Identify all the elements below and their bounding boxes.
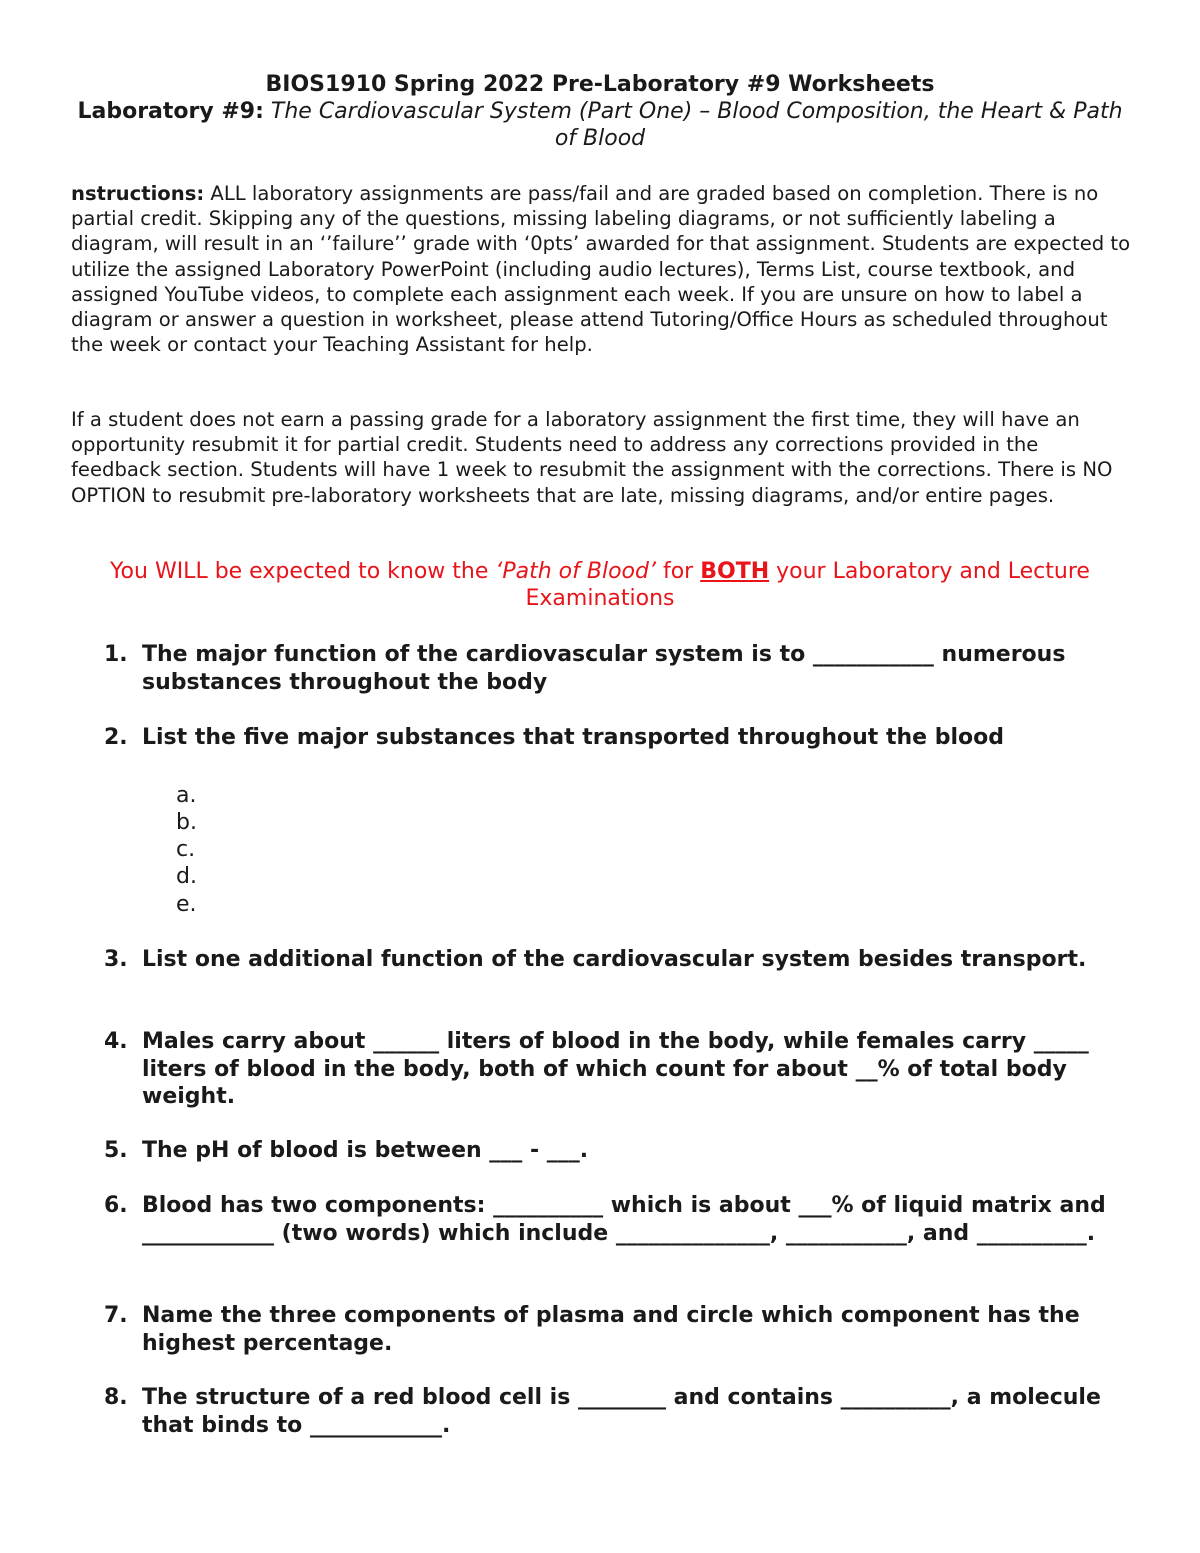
notice-part1: You WILL be expected to know the [110,559,496,584]
question-6 [104,1192,1144,1247]
question-text: Name the three components of plasma and circle which component has the highest percentage. [142,1303,1080,1356]
notice-part2: for [655,559,701,584]
question-number: 7. [104,1303,128,1328]
question-text: Blood has two components: __________ which is about ___% of liquid matrix and ____________ (two words) which include ______________, ___________, and __________. [142,1193,1106,1246]
answer-item-c: c. [176,837,196,862]
question-text: The pH of blood is between ___ - ___. [142,1138,589,1163]
question-4 [104,1028,1144,1111]
question-number: 2. [104,725,128,750]
answer-item-a: a. [176,783,197,808]
instructions-paragraph [71,181,1131,357]
answer-item-e: e. [176,892,197,917]
instructions-label: nstructions: [71,182,205,205]
question-number: 3. [104,947,128,972]
question-text: List the five major substances that transported throughout the blood [142,725,1005,750]
question-number: 6. [104,1193,128,1218]
notice-part3: your Laboratory and Lecture Examinations [525,559,1090,611]
question-number: 5. [104,1138,128,1163]
question-7 [104,1302,1144,1357]
question-text: Males carry about ______ liters of blood in the body, while females carry _____ liters of blood in the body, both of which count for about __% of total body weight. [142,1029,1089,1109]
question-number: 8. [104,1385,128,1410]
question-8 [104,1384,1144,1439]
question-number: 4. [104,1029,128,1054]
question-3 [104,946,1144,974]
question-text: The major function of the cardiovascular system is to ___________ numerous substances throughout the body [142,642,1066,695]
notice-emphasis: BOTH [700,559,770,584]
resubmit-paragraph: If a student does not earn a passing grade for a laboratory assignment the first time, they will have an opportunity resubmit it for partial credit. Students need to address any corrections provided in the feedback section. Students will have 1 week to resubmit the assignment with the corrections. There is NO OPTION to resubmit pre-laboratory worksheets that are late, missing diagrams, and/or entire pages. [71,408,1113,507]
answer-item-b: b. [176,810,197,835]
question-2 [104,724,1144,752]
answer-item-d: d. [176,864,197,889]
lab-subtitle [70,98,1130,152]
worksheet-title: BIOS1910 Spring 2022 Pre-Laboratory #9 Worksheets [265,72,935,97]
notice-italic: ‘Path of Blood’ [495,559,656,584]
question-text: The structure of a red blood cell is ________ and contains __________, a molecule that binds to ____________. [142,1385,1101,1438]
question-text: List one additional function of the cardiovascular system besides transport. [142,947,1087,972]
lab-label: Laboratory #9: [77,99,264,124]
exam-notice [60,558,1140,612]
question-5 [104,1137,1144,1165]
instructions-text: ALL laboratory assignments are pass/fail and are graded based on completion. There is no partial credit. Skipping any of the questions, missing labeling diagrams, or not sufficiently labeling a diagram, will result in an ‘’failure’’ grade with ‘0pts’ awarded for that assignment. Students are expected to utilize the assigned Laboratory PowerPoint (including audio lectures), Terms List, course textbook, and assigned YouTube videos, to complete each assignment each week. If you are unsure on how to label a diagram or answer a question in worksheet, please attend Tutoring/Office Hours as scheduled throughout the week or contact your Teaching Assistant for help. [71,182,1131,357]
question-1 [104,641,1144,696]
lab-topic: The Cardiovascular System (Part One) – Blood Composition, the Heart & Path of Blood [263,99,1123,151]
question-number: 1. [104,642,128,667]
